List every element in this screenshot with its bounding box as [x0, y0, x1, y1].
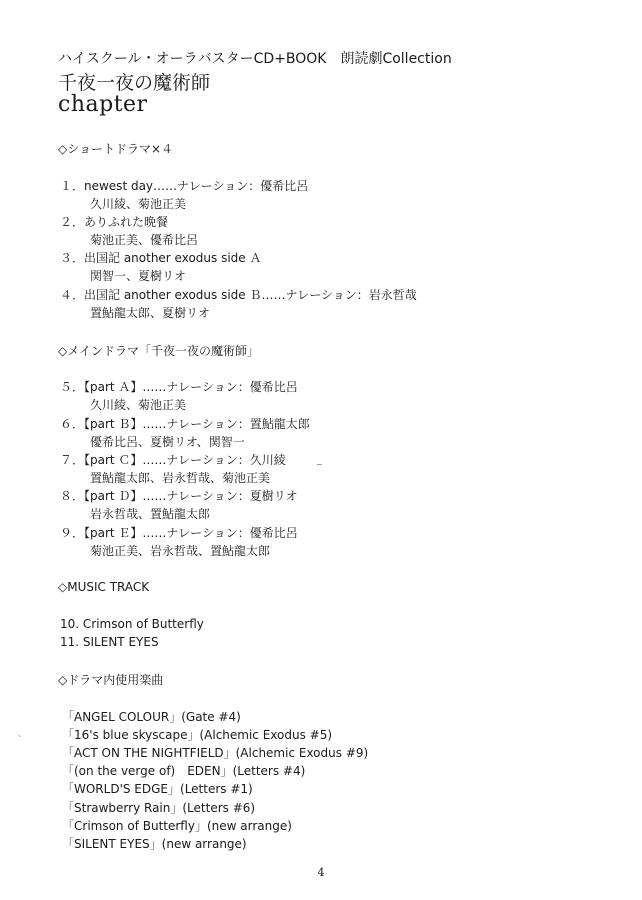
- list-item: 10. Crimson of Butterfly: [60, 617, 204, 631]
- list-item: 11. SILENT EYES: [60, 635, 159, 649]
- list-item: ２．ありふれた晩餐: [60, 215, 169, 229]
- list-item: ３．出国記 another exodus side Ａ: [60, 251, 262, 265]
- cast-line: 菊池正美、岩永哲哉、置鮎龍太郎: [90, 544, 271, 558]
- cast-line: 菊池正美、優希比呂: [90, 233, 199, 247]
- list-item: ４．出国記 another exodus side Ｂ……ナレーション：岩永哲哉: [60, 288, 417, 302]
- cast-line: 優希比呂、夏樹リオ、関智一: [90, 435, 245, 449]
- list-item: 「(on the verge of) EDEN」(Letters #4): [62, 764, 306, 778]
- list-item: ６．【part Ｂ】……ナレーション：置鮎龍太郎: [60, 417, 310, 431]
- short-drama-heading: ◇ショートドラマ×４: [58, 142, 174, 156]
- list-item: ７．【part Ｃ】……ナレーション：久川綾: [60, 453, 286, 467]
- list-item: ９．【part Ｅ】……ナレーション：優希比呂: [60, 526, 298, 540]
- list-item: １．newest day……ナレーション：優希比呂: [60, 179, 309, 193]
- page-title: 千夜一夜の魔術師: [58, 72, 211, 94]
- list-item: ８．【part Ｄ】……ナレーション：夏樹リオ: [60, 489, 298, 503]
- cast-line: 置鮎龍太郎、夏樹リオ: [90, 306, 210, 320]
- cast-line: 久川綾、菊池正美: [90, 398, 187, 412]
- scan-speck: 、: [18, 729, 26, 738]
- cast-line: 岩永哲哉、置鮎龍太郎: [90, 507, 211, 521]
- list-item: 「Crimson of Butterfly」(new arrange): [62, 819, 292, 833]
- list-item: 「Strawberry Rain」(Letters #6): [62, 801, 256, 815]
- list-item: 「WORLD'S EDGE」(Letters #1): [62, 782, 253, 796]
- main-drama-heading: ◇メインドラマ「千夜一夜の魔術師」: [58, 344, 259, 358]
- scan-speck: ~: [316, 460, 323, 469]
- list-item: 「SILENT EYES」(new arrange): [62, 837, 247, 851]
- list-item: 「ANGEL COLOUR」(Gate #4): [62, 710, 241, 724]
- cast-line: 久川綾、菊池正美: [90, 197, 187, 211]
- list-item: 「16's blue skyscape」(Alchemic Exodus #5): [62, 728, 333, 742]
- list-item: 「ACT ON THE NIGHTFIELD」(Alchemic Exodus #9): [62, 746, 369, 760]
- cast-line: 置鮎龍太郎、岩永哲哉、菊池正美: [90, 471, 271, 485]
- drama-music-heading: ◇ドラマ内使用楽曲: [58, 673, 164, 687]
- cast-line: 関智一、夏樹リオ: [90, 269, 186, 283]
- music-track-heading: ◇MUSIC TRACK: [58, 580, 150, 594]
- chapter-heading: chapter: [58, 92, 148, 117]
- series-header: ハイスクール・オーラバスターCD+BOOK 朗読劇Collection: [58, 51, 452, 67]
- page-number: 4: [317, 866, 325, 879]
- list-item: ５．【part Ａ】……ナレーション：優希比呂: [60, 380, 298, 394]
